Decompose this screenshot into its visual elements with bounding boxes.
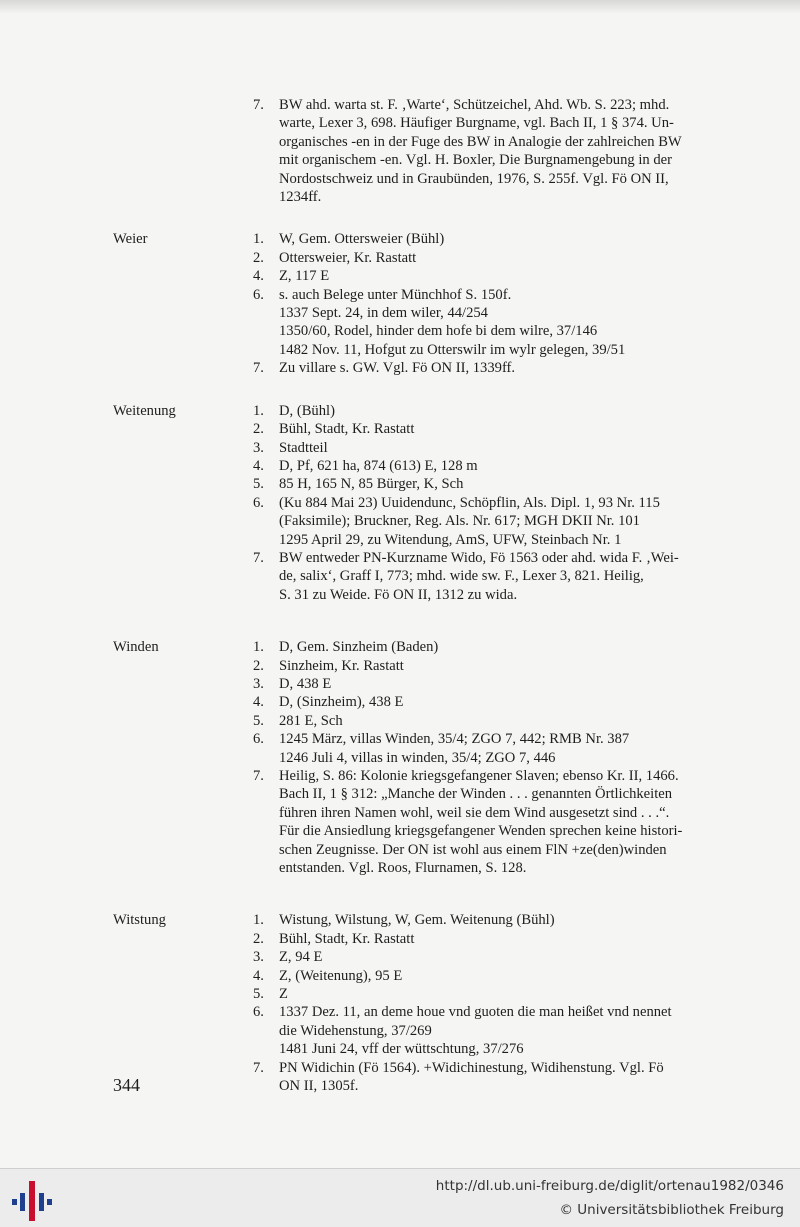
item-number: 2. — [253, 249, 264, 266]
item-line: Zu villare s. GW. Vgl. Fö ON II, 1339ff. — [279, 360, 516, 377]
item-line: 1295 April 29, zu Witendung, AmS, UFW, Steinbach Nr. 1 — [279, 531, 622, 548]
item-line: warte, Lexer 3, 698. Häufiger Burgname, vgl. Bach II, 1 § 374. Un- — [279, 115, 674, 132]
entry-item — [253, 549, 723, 604]
item-line: Z, 94 E — [279, 949, 323, 966]
item-line: Wistung, Wilstung, W, Gem. Weitenung (Bühl) — [279, 912, 555, 929]
entry-item — [253, 420, 723, 438]
page-number: 344 — [113, 1075, 140, 1095]
item-line: 1482 Nov. 11, Hofgut zu Otterswilr im wylr gelegen, 39/51 — [279, 341, 626, 358]
entry-headword: Weitenung — [113, 402, 176, 419]
item-line: führen ihren Namen wohl, weil sie dem Wind ausgesetzt sind . . .“. — [279, 804, 670, 821]
entry-warte — [0, 96, 800, 206]
entry-item — [253, 675, 723, 693]
item-line: Bach II, 1 § 312: „Manche der Winden . . . genannten Örtlichkeiten — [279, 786, 673, 803]
entry-item — [253, 494, 723, 549]
item-line: (Ku 884 Mai 23) Uuidendunc, Schöpflin, Als. Dipl. 1, 93 Nr. 115 — [279, 494, 660, 511]
item-number: 1. — [253, 402, 264, 419]
ub-freiburg-logo-icon — [12, 1179, 52, 1223]
entry-item — [253, 267, 723, 285]
item-line: Z — [279, 986, 288, 1003]
item-line: 1246 Juli 4, villas in winden, 35/4; ZGO 7, 446 — [279, 749, 556, 766]
item-line: S. 31 zu Weide. Fö ON II, 1312 zu wida. — [279, 586, 518, 603]
item-number: 4. — [253, 967, 264, 984]
permalink-link[interactable]: http://dl.ub.uni-freiburg.de/diglit/ortenau1982/0346 — [435, 1178, 784, 1194]
entry-winden — [0, 638, 800, 877]
item-line: 85 H, 165 N, 85 Bürger, K, Sch — [279, 476, 464, 493]
item-line: ON II, 1305f. — [279, 1078, 359, 1095]
item-line: 1337 Sept. 24, in dem wiler, 44/254 — [279, 305, 488, 322]
item-number: 7. — [253, 768, 264, 784]
item-line: Stadtteil — [279, 439, 328, 456]
entry-item — [253, 712, 723, 730]
item-line: Bühl, Stadt, Kr. Rastatt — [279, 421, 415, 438]
item-line: 1481 Juni 24, vff der wüttschtung, 37/276 — [279, 1041, 524, 1058]
item-line: Ottersweier, Kr. Rastatt — [279, 249, 417, 266]
item-line: D, Pf, 621 ha, 874 (613) E, 128 m — [279, 457, 478, 474]
entry-headword: Winden — [113, 639, 159, 656]
item-number: 1. — [253, 231, 264, 248]
item-number: 2. — [253, 421, 264, 438]
entry-item — [253, 985, 723, 1003]
entry-item — [253, 475, 723, 493]
item-line: Nordostschweiz und in Graubünden, 1976, S. 255f. Vgl. Fö ON II, — [279, 170, 669, 187]
item-line: D, (Sinzheim), 438 E — [279, 694, 404, 711]
item-number: 7. — [253, 1059, 264, 1076]
viewer-footer — [0, 1168, 800, 1227]
item-number: 5. — [253, 986, 264, 1003]
item-number: 6. — [253, 1004, 264, 1021]
entry-item — [253, 767, 723, 877]
entry-item — [253, 1003, 723, 1058]
item-line: Heilig, S. 86: Kolonie kriegsgefangener Slaven; ebenso Kr. II, 1466. — [279, 768, 679, 784]
entry-item — [253, 1059, 723, 1096]
entry-item — [253, 930, 723, 948]
entry-item — [253, 402, 723, 420]
item-line: s. auch Belege unter Münchhof S. 150f. — [279, 286, 512, 303]
entry-item — [253, 96, 723, 206]
item-line: Z, (Weitenung), 95 E — [279, 967, 403, 984]
item-line: organisches -en in der Fuge des BW in Analogie der zahlreichen BW — [279, 133, 682, 150]
item-line: Sinzheim, Kr. Rastatt — [279, 657, 404, 674]
item-line: D, 438 E — [279, 675, 332, 692]
item-line: entstanden. Vgl. Roos, Flurnamen, S. 128. — [279, 860, 527, 877]
item-line: 1234ff. — [279, 189, 322, 206]
item-number: 6. — [253, 731, 264, 748]
item-number: 7. — [253, 97, 264, 113]
item-number: 1. — [253, 639, 264, 656]
item-number: 2. — [253, 930, 264, 947]
item-number: 6. — [253, 494, 264, 511]
entry-item — [253, 967, 723, 985]
item-line: die Widehenstung, 37/269 — [279, 1022, 432, 1039]
item-line: Z, 117 E — [279, 268, 330, 285]
entry-item — [253, 249, 723, 267]
entry-item — [253, 286, 723, 360]
entry-item — [253, 911, 723, 929]
entry-items — [253, 230, 723, 377]
entry-weier — [0, 230, 800, 377]
entry-item — [253, 457, 723, 475]
item-line: de, salix‘, Graff I, 773; mhd. wide sw. F., Lexer 3, 821. Heilig, — [279, 568, 644, 585]
item-line: Bühl, Stadt, Kr. Rastatt — [279, 930, 415, 947]
item-line: Für die Ansiedlung kriegsgefangener Wenden sprechen keine histori- — [279, 823, 683, 840]
entry-weitenung — [0, 402, 800, 604]
item-line: 281 E, Sch — [279, 712, 343, 729]
item-number: 3. — [253, 949, 264, 966]
entry-item — [253, 730, 723, 767]
item-number: 5. — [253, 712, 264, 729]
entry-item — [253, 230, 723, 248]
item-number: 3. — [253, 675, 264, 692]
item-number: 5. — [253, 476, 264, 493]
item-number: 6. — [253, 286, 264, 303]
item-number: 4. — [253, 457, 264, 474]
item-line: 1337 Dez. 11, an deme houe vnd guoten die man heißet vnd nennet — [279, 1004, 672, 1021]
item-number: 3. — [253, 439, 264, 456]
entry-headword: Weier — [113, 231, 148, 248]
item-number: 4. — [253, 268, 264, 285]
copyright-text: © Universitätsbibliothek Freiburg — [559, 1202, 784, 1218]
item-line: 1245 März, villas Winden, 35/4; ZGO 7, 442; RMB Nr. 387 — [279, 731, 630, 748]
item-number: 2. — [253, 657, 264, 674]
item-line: schen Zeugnisse. Der ON ist wohl aus einem FlN +ze(den)winden — [279, 841, 667, 858]
entry-item — [253, 948, 723, 966]
entry-witstung — [0, 911, 800, 1095]
entry-items — [253, 638, 723, 877]
item-number: 7. — [253, 360, 264, 377]
item-line: PN Widichin (Fö 1564). +Widichinestung, Widihenstung. Vgl. Fö — [279, 1059, 664, 1076]
item-line: 1350/60, Rodel, hinder dem hofe bi dem wilre, 37/146 — [279, 323, 598, 340]
item-number: 1. — [253, 912, 264, 929]
item-line: (Faksimile); Bruckner, Reg. Als. Nr. 617; MGH DKII Nr. 101 — [279, 513, 640, 530]
item-number: 7. — [253, 549, 264, 566]
item-line: BW entweder PN-Kurzname Wido, Fö 1563 oder ahd. wida F. ‚Wei- — [279, 549, 679, 566]
entry-item — [253, 439, 723, 457]
entry-items — [253, 96, 723, 206]
entry-item — [253, 693, 723, 711]
item-line: W, Gem. Ottersweier (Bühl) — [279, 231, 445, 248]
entry-items — [253, 911, 723, 1095]
item-line: D, Gem. Sinzheim (Baden) — [279, 639, 439, 656]
entry-item — [253, 657, 723, 675]
item-number: 4. — [253, 694, 264, 711]
item-line: D, (Bühl) — [279, 402, 335, 419]
entry-items — [253, 402, 723, 604]
page-top-shadow — [0, 0, 800, 14]
entry-item — [253, 638, 723, 656]
item-line: mit organischem -en. Vgl. H. Boxler, Die Burgnamengebung in der — [279, 152, 672, 169]
entry-headword: Witstung — [113, 912, 166, 929]
item-line: BW ahd. warta st. F. ‚Warte‘, Schützeichel, Ahd. Wb. S. 223; mhd. — [279, 97, 670, 113]
entry-item — [253, 359, 723, 377]
page-content — [0, 96, 800, 1096]
